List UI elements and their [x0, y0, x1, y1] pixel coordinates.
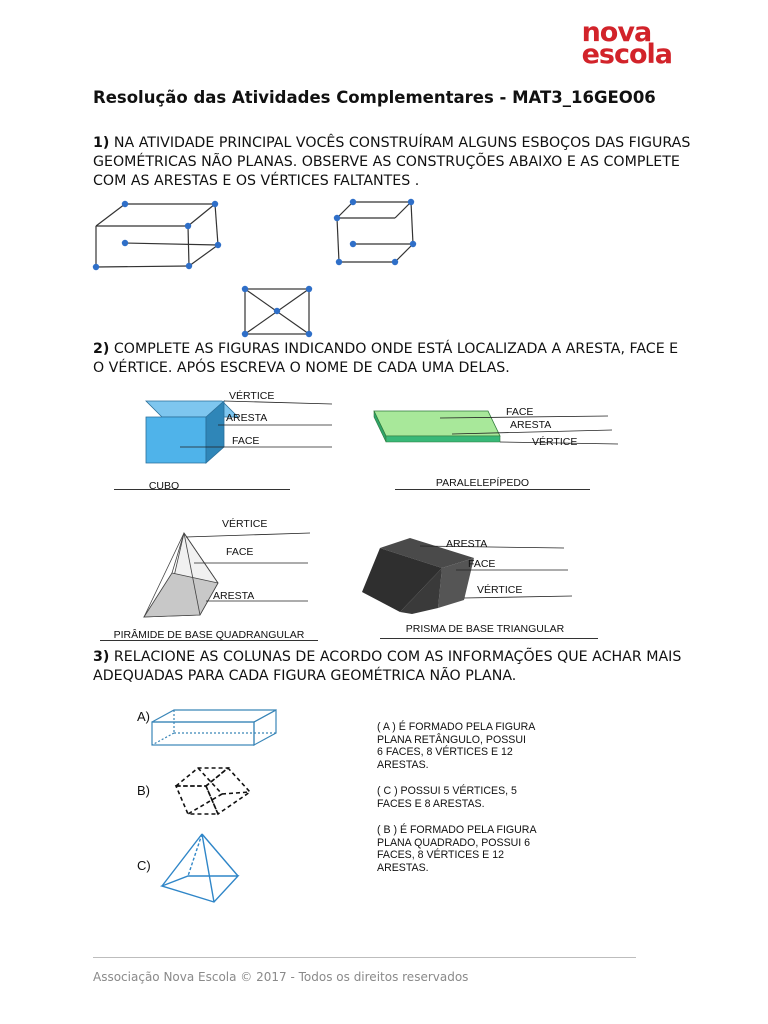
prism-edge-label: ARESTA	[446, 538, 488, 550]
slab-name-line	[395, 489, 590, 490]
q1-cube-figure	[333, 196, 423, 271]
slab-name: PARALELEPÍPEDO	[435, 477, 530, 489]
pyramid-name: PIRÂMIDE DE BASE QUADRANGULAR	[113, 629, 305, 641]
page-title: Resolução das Atividades Complementares - MAT3_16GEO06	[93, 88, 656, 107]
answer-b-line-4: ARESTAS.	[377, 861, 429, 874]
slab-face-label: FACE	[506, 406, 534, 418]
answer-b-line-1: ( B ) É FORMADO PELA FIGURA	[377, 824, 537, 836]
pyramid-edge-label: ARESTA	[213, 590, 255, 602]
answer-c-text	[377, 785, 547, 810]
question-1-number: 1)	[93, 135, 110, 151]
option-b-cube-figure	[172, 762, 257, 822]
prism-name-line	[380, 638, 598, 639]
nova-escola-logo	[581, 17, 672, 70]
cube-vertex-label: VÉRTICE	[229, 390, 275, 402]
answer-a-line-2: PLANA RETÂNGULO, POSSUI	[377, 733, 526, 746]
footer-text: Associação Nova Escola © 2017 - Todos os direitos reservados	[93, 970, 469, 984]
logo-line-2: escola	[581, 39, 672, 70]
option-c-pyramid-figure	[158, 830, 243, 910]
answer-a-line-3: 6 FACES, 8 VÉRTICES E 12	[377, 746, 513, 758]
cube-face-label: FACE	[232, 435, 260, 447]
footer-divider	[93, 957, 636, 958]
question-3	[93, 648, 693, 686]
piramide-figure	[140, 525, 320, 625]
option-a-label: A)	[137, 709, 150, 724]
answer-b-line-2: PLANA QUADRADO, POSSUI 6	[377, 836, 531, 849]
question-1	[93, 134, 693, 191]
cube-name: CUBO	[148, 480, 180, 492]
slab-edge-label: ARESTA	[510, 419, 552, 431]
cube-edge-label: ARESTA	[226, 412, 268, 424]
pyramid-vertex-label: VÉRTICE	[222, 518, 268, 530]
question-2-number: 2)	[93, 341, 110, 357]
question-3-text: RELACIONE AS COLUNAS DE ACORDO COM AS INFORMAÇÕES QUE ACHAR MAIS ADEQUADAS PARA CADA FIGURA GEOMÉTRICA NÃO PLANA.	[93, 649, 682, 684]
prism-name: PRISMA DE BASE TRIANGULAR	[405, 623, 565, 635]
prism-vertex-label: VÉRTICE	[477, 584, 523, 596]
question-2	[93, 340, 693, 378]
answer-a-line-4: ARESTAS.	[377, 758, 429, 771]
answer-a-text	[377, 721, 547, 771]
slab-vertex-label: VÉRTICE	[532, 436, 578, 448]
option-b-label: B)	[137, 783, 150, 798]
answer-b-text	[377, 824, 547, 874]
q1-rectangle-figure	[240, 284, 315, 339]
answer-c-line-1: ( C ) POSSUI 5 VÉRTICES, 5	[377, 785, 517, 797]
pyramid-face-label: FACE	[226, 546, 254, 558]
option-a-box-figure	[148, 706, 288, 751]
question-1-text: NA ATIVIDADE PRINCIPAL VOCÊS CONSTRUÍRAM ALGUNS ESBOÇOS DAS FIGURAS GEOMÉTRICAS NÃO PLANAS. OBSERVE AS CONSTRUÇÕES ABAIXO E AS COMPLETE COM AS ARESTAS E OS VÉRTICES FALTANTES .	[93, 135, 691, 189]
answer-a-line-1: ( A ) É FORMADO PELA FIGURA	[377, 721, 536, 733]
paralelepipedo-figure	[370, 406, 620, 451]
answer-c-line-2: FACES E 8 ARESTAS.	[377, 797, 485, 810]
question-3-number: 3)	[93, 649, 110, 665]
prism-face-label: FACE	[468, 558, 496, 570]
option-c-label: C)	[137, 858, 151, 873]
logo-line-1: nova	[581, 17, 652, 48]
question-2-text: COMPLETE AS FIGURAS INDICANDO ONDE ESTÁ LOCALIZADA A ARESTA, FACE E O VÉRTICE. APÓS ESCREVA O NOME DE CADA UMA DELAS.	[93, 341, 679, 376]
answer-b-line-3: FACES, 8 VÉRTICES E 12	[377, 849, 504, 861]
q1-box-wide-figure	[90, 198, 230, 273]
